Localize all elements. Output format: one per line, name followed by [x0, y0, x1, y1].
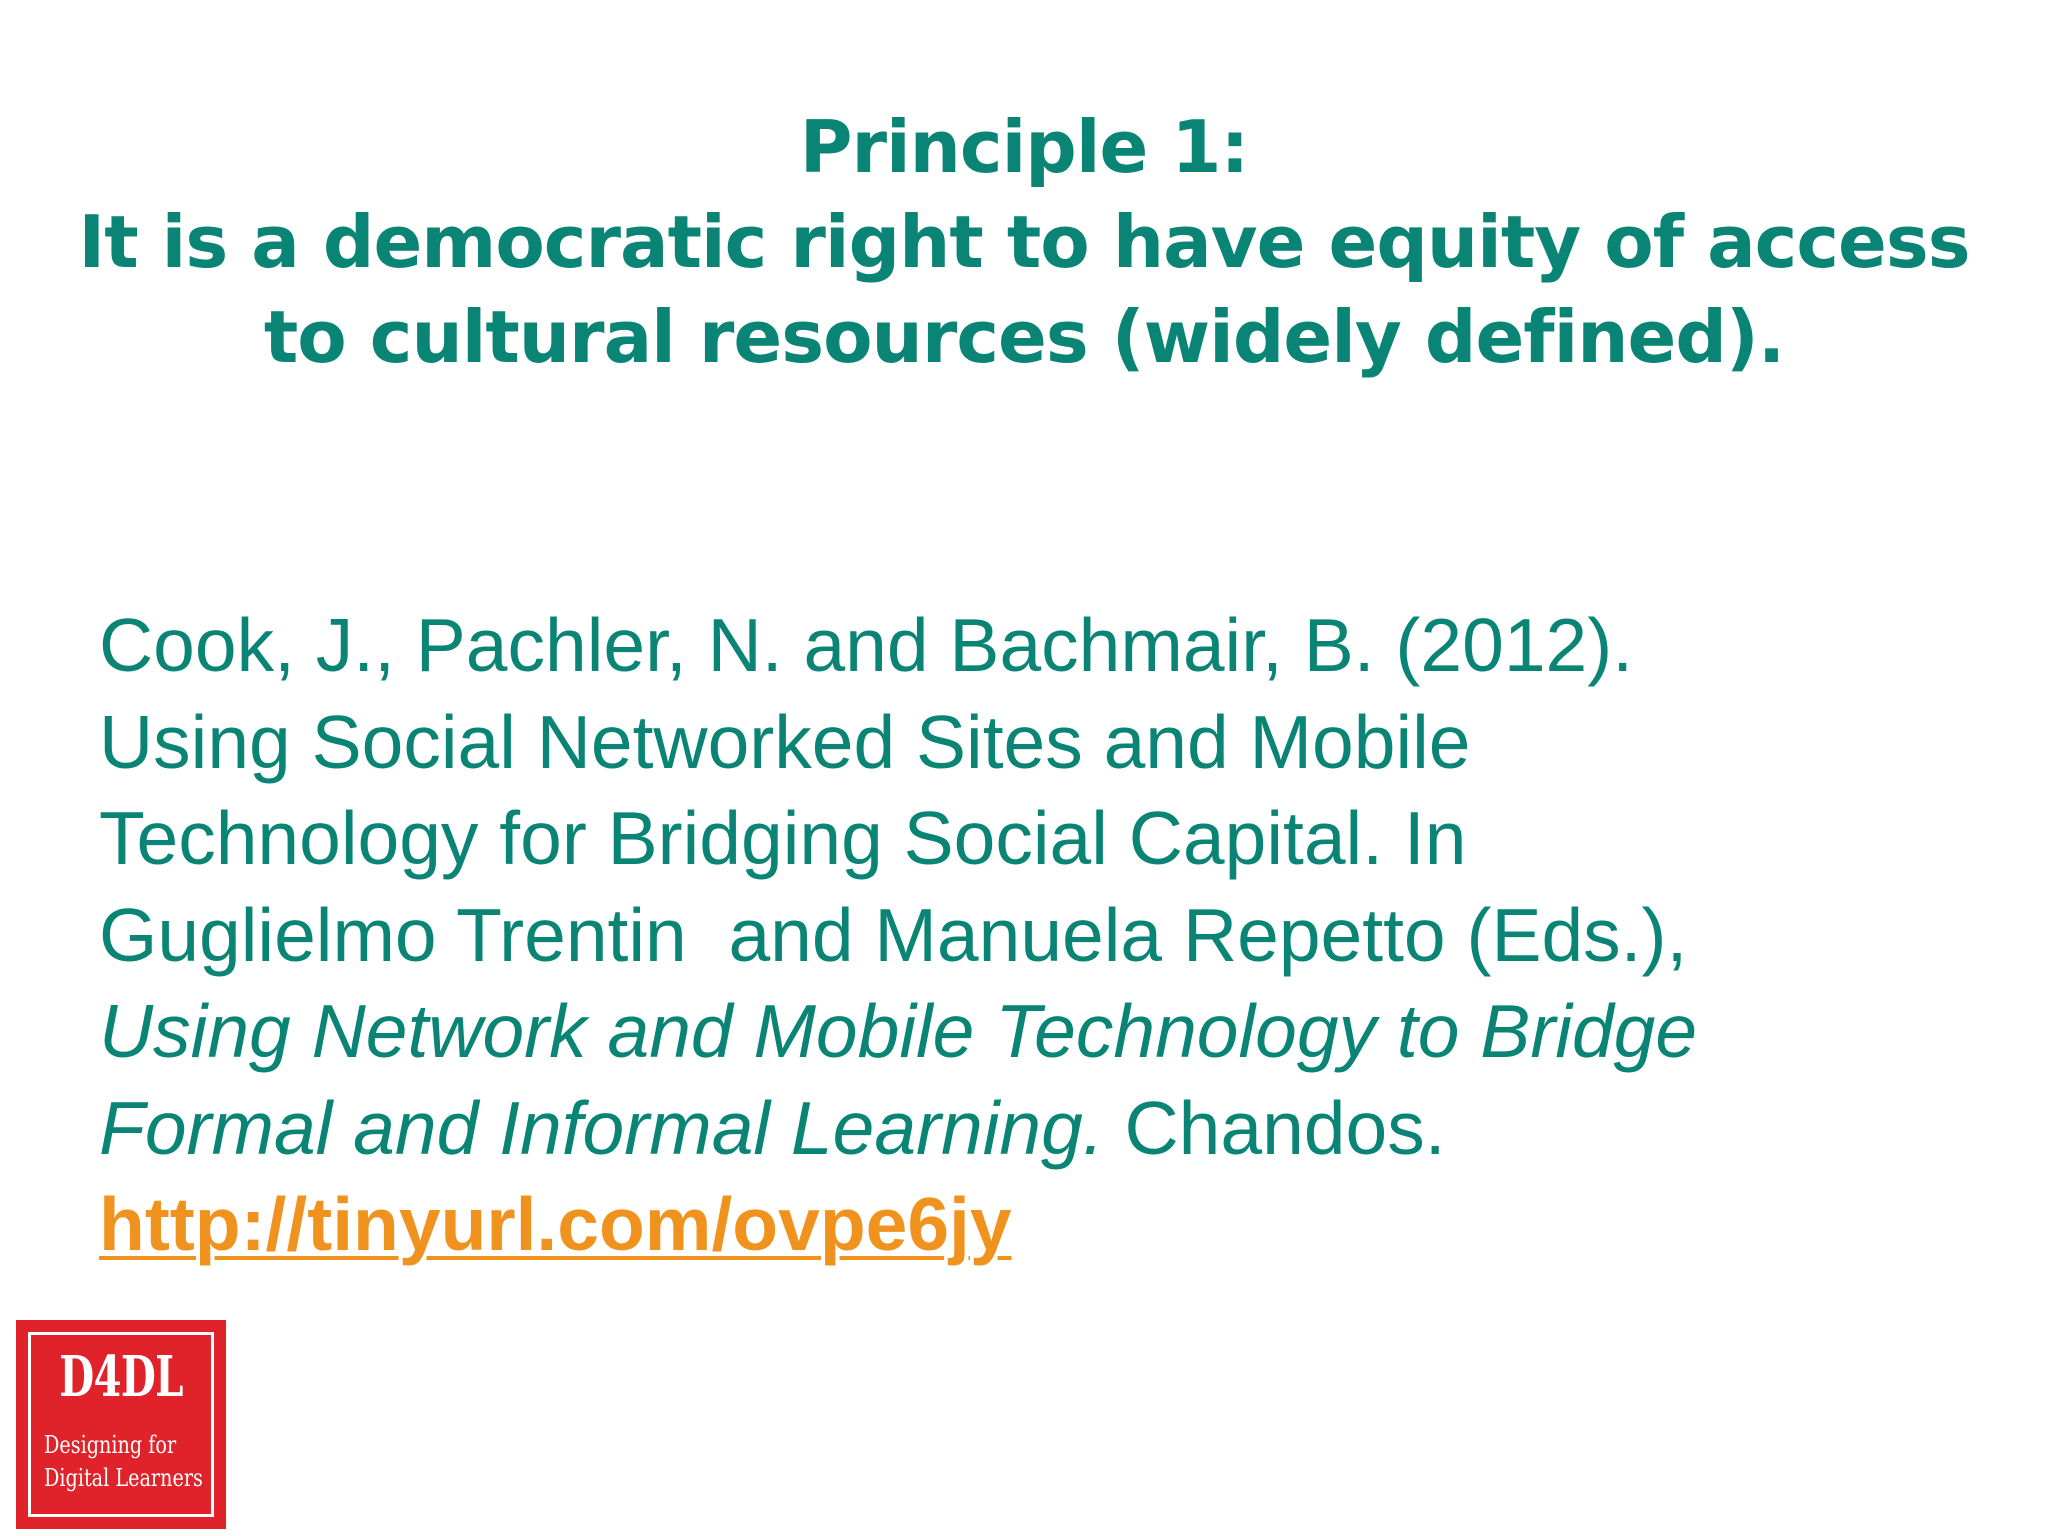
title-line-2: It is a democratic right to have equity of access: [78, 200, 1970, 284]
slide-title: [60, 100, 1988, 385]
logo-main-text: D4DL: [59, 1344, 183, 1410]
citation-publisher: Chandos.: [1103, 1085, 1446, 1170]
citation-line-3: Technology for Bridging Social Capital. In: [99, 796, 1467, 880]
logo-subtitle-line-2: Digital Learners: [44, 1464, 203, 1492]
d4dl-logo: [16, 1320, 226, 1529]
citation-book-title-line-2: Formal and Informal Learning.: [99, 1085, 1104, 1170]
citation-block: [99, 597, 1979, 1273]
citation-line-2: Using Social Networked Sites and Mobile: [99, 699, 1471, 784]
title-line-1: Principle 1:: [799, 105, 1249, 189]
logo-subtitle-line-1: Designing for: [44, 1431, 177, 1459]
citation-link-line: [99, 1176, 1979, 1273]
citation-line-4: Guglielmo Trentin and Manuela Repetto (Eds.),: [99, 892, 1688, 977]
citation-line-1: Cook, J., Pachler, N. and Bachmair, B. (2012).: [99, 603, 1634, 687]
citation-book-title-line-1: Using Network and Mobile Technology to Bridge: [99, 989, 1698, 1073]
citation-link[interactable]: http://tinyurl.com/ovpe6jy: [99, 1182, 1012, 1266]
title-line-3: to cultural resources (widely defined).: [263, 295, 1785, 379]
citation-line-6: [99, 1080, 1979, 1177]
